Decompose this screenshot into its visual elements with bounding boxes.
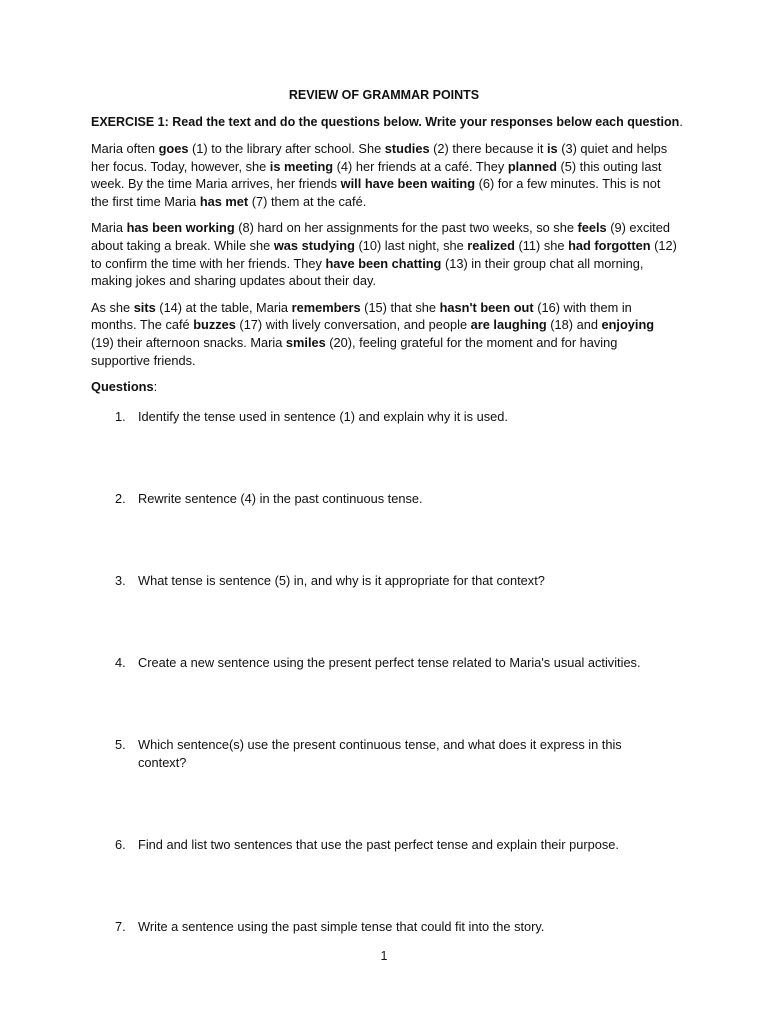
highlighted-verb: are laughing	[470, 317, 547, 333]
passage-text: (15) that she	[360, 299, 440, 315]
question-number: 1.	[115, 409, 126, 424]
questions-heading-colon: :	[153, 379, 158, 395]
highlighted-verb: had forgotten	[568, 237, 651, 253]
document-title: REVIEW OF GRAMMAR POINTS	[288, 88, 480, 102]
highlighted-verb: feels	[577, 220, 607, 236]
question-number: 3.	[115, 573, 126, 588]
passage-paragraph-1	[91, 140, 677, 210]
highlighted-verb: has met	[199, 193, 249, 209]
highlighted-verb: was studying	[273, 237, 355, 253]
passage-text: (20), feeling grateful for the moment and for having supportive friends.	[91, 334, 618, 368]
question-number: 6.	[115, 837, 126, 852]
passage-text: (17) with lively conversation, and people	[235, 317, 471, 333]
highlighted-verb: will have been waiting	[340, 176, 476, 192]
passage-text: (14) at the table, Maria	[155, 299, 292, 315]
highlighted-verb: have been chatting	[325, 255, 442, 271]
questions-heading-text: Questions	[91, 379, 154, 395]
passage-text: (19) their afternoon snacks. Maria	[91, 334, 286, 350]
passage-text: (10) last night, she	[354, 237, 468, 253]
highlighted-verb: hasn't been out	[439, 299, 534, 315]
passage-text: Maria often	[91, 141, 159, 156]
question-text: Find and list two sentences that use the past perfect tense and explain their purpose.	[138, 837, 619, 852]
highlighted-verb: planned	[507, 158, 557, 174]
question-number: 2.	[115, 491, 126, 506]
document-body	[91, 87, 683, 395]
passage-text: (16) with them in months. The café	[91, 299, 632, 333]
exercise-heading	[91, 114, 683, 131]
passage-paragraph-3	[91, 299, 677, 369]
passage-text: (8) hard on her assignments for the past two weeks, so she	[234, 220, 578, 236]
highlighted-verb: has been working	[126, 220, 235, 236]
highlighted-verb: buzzes	[193, 317, 236, 333]
passage-text: (6) for a few minutes. This is not the first time Maria	[91, 176, 661, 209]
passage-text: (11) she	[514, 237, 569, 253]
highlighted-verb: studies	[384, 141, 430, 156]
passage-text: (13) in their group chat all morning, making jokes and sharing updates about their day.	[91, 255, 644, 289]
passage-text: (2) there because it	[429, 141, 547, 156]
passage-text: (9) excited about taking a break. While she	[91, 220, 670, 253]
passage-text: As she	[91, 299, 134, 315]
highlighted-verb: goes	[158, 141, 189, 156]
passage-text: (3) quiet and helps her focus. Today, however, she	[91, 141, 668, 174]
highlighted-verb: remembers	[291, 299, 361, 315]
passage-text: (18) and	[546, 317, 602, 333]
passage-paragraph-2	[91, 219, 677, 289]
questions-heading	[91, 378, 677, 395]
page-number: 1	[380, 949, 388, 963]
exercise-heading-period: .	[679, 115, 683, 129]
question-text: Create a new sentence using the present perfect tense related to Maria's usual activities.	[138, 655, 641, 670]
passage-text: (5) this outing last week. By the time Maria arrives, her friends	[91, 158, 662, 192]
passage-text: Maria	[91, 220, 127, 236]
question-text: Identify the tense used in sentence (1) and explain why it is used.	[138, 409, 508, 424]
passage-text: (1) to the library after school. She	[188, 141, 385, 156]
question-number: 7.	[115, 919, 126, 934]
passage-text: (12) to confirm the time with her friends. They	[91, 237, 677, 271]
question-text: Rewrite sentence (4) in the past continuous tense.	[138, 491, 423, 506]
highlighted-verb: enjoying	[601, 317, 655, 333]
highlighted-verb: smiles	[285, 334, 326, 350]
question-text: What tense is sentence (5) in, and why is it appropriate for that context?	[138, 573, 545, 588]
passage-text: (7) them at the café.	[248, 193, 367, 209]
question-number: 4.	[115, 655, 126, 670]
highlighted-verb: is meeting	[269, 158, 334, 174]
exercise-heading-text: EXERCISE 1: Read the text and do the questions below. Write your responses below each question	[91, 115, 680, 129]
passage-text: (4) her friends at a café. They	[333, 158, 508, 174]
highlighted-verb: is	[546, 141, 558, 156]
highlighted-verb: sits	[133, 299, 156, 315]
question-text: Write a sentence using the past simple tense that could fit into the story.	[138, 919, 545, 934]
question-number: 5.	[115, 737, 126, 752]
question-text: Which sentence(s) use the present continuous tense, and what does it express in this context?	[138, 737, 622, 770]
highlighted-verb: realized	[467, 237, 515, 253]
